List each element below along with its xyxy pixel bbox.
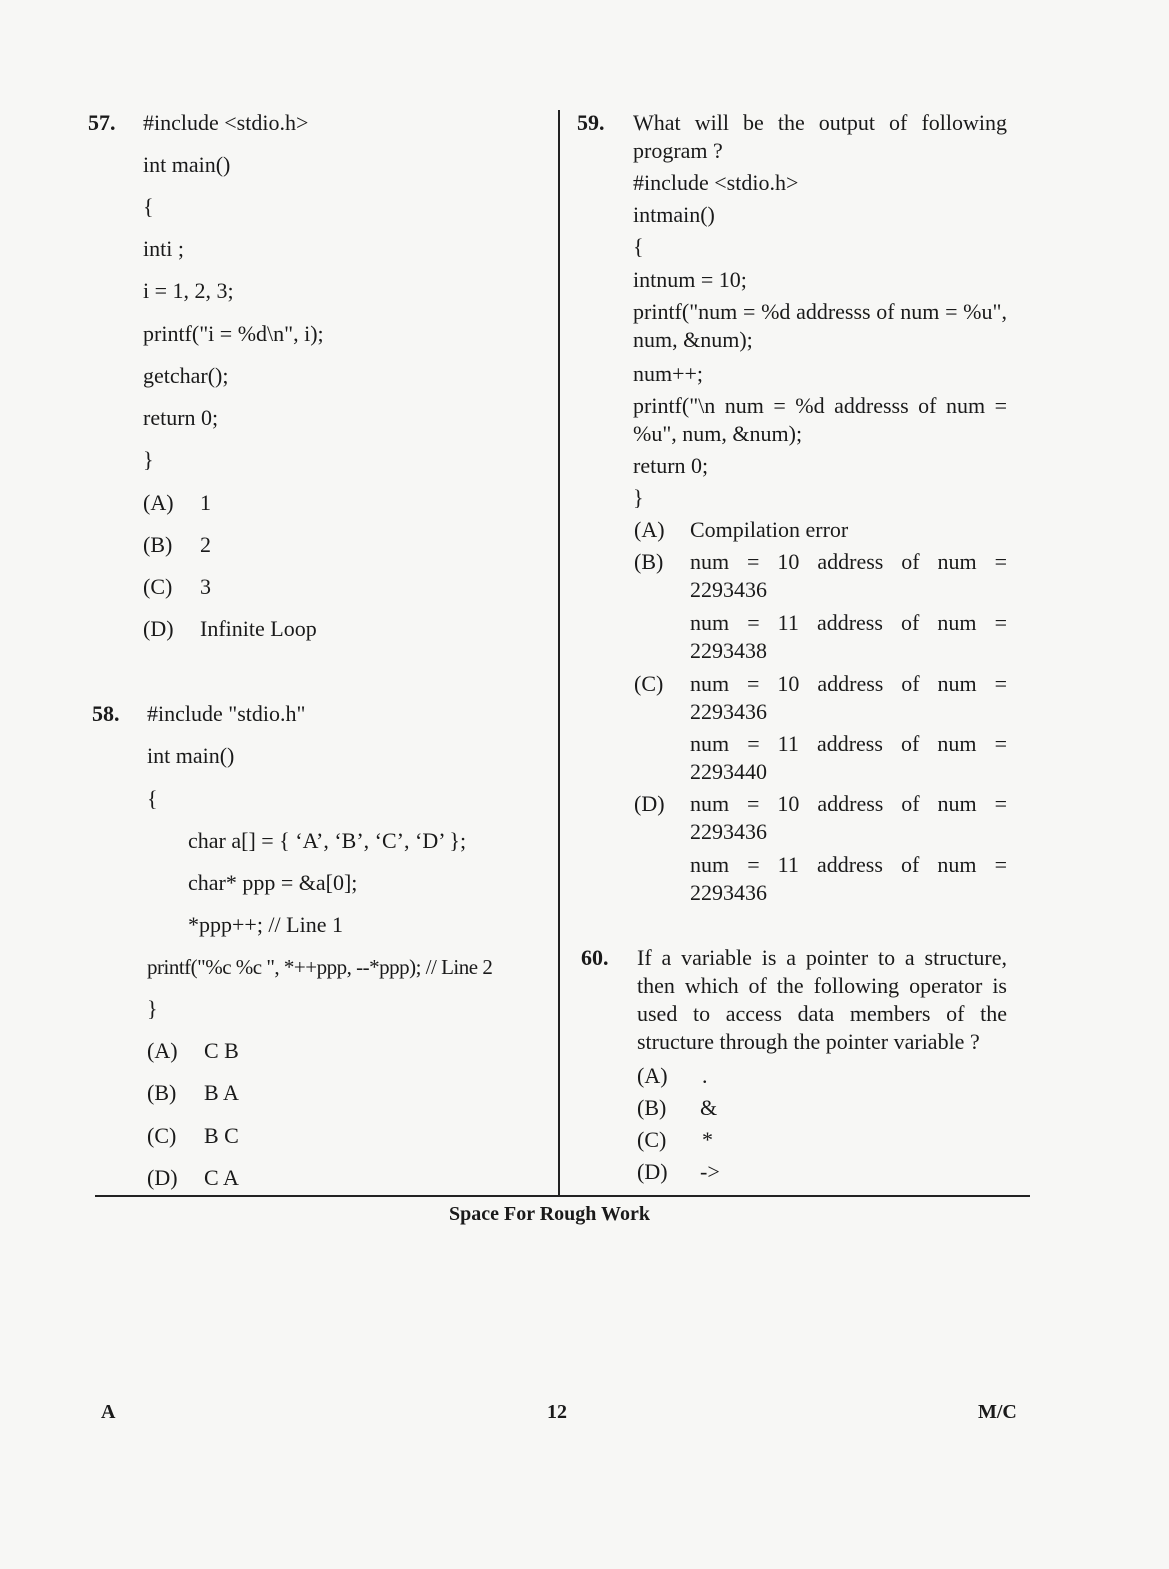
option-text: & <box>700 1095 718 1120</box>
code-line: { <box>633 234 644 259</box>
rough-work-caption: Space For Rough Work <box>449 1203 650 1225</box>
code-line: } <box>633 485 644 510</box>
option-text: num = 11 address of num = 2293436 <box>690 852 1007 905</box>
question-number: 58. <box>92 701 120 726</box>
option-text: C A <box>204 1165 239 1190</box>
option-text: C B <box>204 1038 239 1063</box>
column-divider <box>558 110 560 1195</box>
option-text: num = 11 address of num = 2293440 <box>690 731 1007 784</box>
code-line: int main() <box>147 743 235 768</box>
option-label: (C) <box>143 574 173 599</box>
code-line: printf("%c %c ", *++ppp, --*ppp); // Line 2 <box>147 955 493 979</box>
option-label: (C) <box>637 1127 667 1152</box>
option-text: num = 10 address of num = 2293436 <box>690 791 1007 844</box>
option-label: (A) <box>637 1063 668 1088</box>
subject-code: M/C <box>978 1401 1017 1423</box>
code-line: getchar(); <box>143 363 229 388</box>
option-label: (A) <box>143 490 174 515</box>
option-text: num = 10 address of num = 2293436 <box>690 549 1007 602</box>
option-label: (B) <box>143 532 173 557</box>
question-number: 57. <box>88 110 116 135</box>
code-line: { <box>143 194 154 219</box>
code-line: i = 1, 2, 3; <box>143 278 234 303</box>
series-code: A <box>101 1401 116 1423</box>
option-label: (B) <box>637 1095 667 1120</box>
code-line: return 0; <box>633 453 709 478</box>
option-label: (D) <box>637 1159 668 1184</box>
option-label: (D) <box>147 1165 178 1190</box>
question-number: 60. <box>581 945 609 970</box>
option-text: 2 <box>200 532 211 557</box>
code-line: } <box>147 996 158 1021</box>
code-line: int main() <box>143 152 231 177</box>
code-line: } <box>143 447 154 472</box>
option-label: (D) <box>143 616 174 641</box>
option-text: num = 10 address of num = 2293436 <box>690 671 1007 724</box>
code-line: #include <stdio.h> <box>143 110 309 135</box>
question-text: What will be the output of following program ? <box>633 110 1007 163</box>
option-label: (C) <box>147 1123 177 1148</box>
code-line: #include "stdio.h" <box>147 701 306 726</box>
code-line: return 0; <box>143 405 219 430</box>
code-line: #include <stdio.h> <box>633 170 799 195</box>
code-line: printf("num = %d addresss of num = %u", num, &num); <box>633 299 1007 352</box>
code-line: { <box>147 786 158 811</box>
option-label: (B) <box>147 1080 177 1105</box>
page-number: 12 <box>547 1401 567 1423</box>
code-line: intnum = 10; <box>633 267 747 292</box>
option-text: -> <box>700 1159 720 1184</box>
code-line: intmain() <box>633 202 715 227</box>
option-text: Infinite Loop <box>200 616 317 641</box>
question-text: If a variable is a pointer to a structure, then which of the following operator is used to access data members of the structure through the pointer variable ? <box>637 945 1007 1054</box>
code-line: *ppp++; // Line 1 <box>188 912 343 937</box>
option-text: B A <box>204 1080 239 1105</box>
option-label: (A) <box>634 517 665 542</box>
code-line: char* ppp = &a[0]; <box>188 870 358 895</box>
option-text: 3 <box>200 574 211 599</box>
question-number: 59. <box>577 110 605 135</box>
option-label: (B) <box>634 549 664 574</box>
option-text: Compilation error <box>690 517 849 542</box>
code-line: num++; <box>633 361 704 386</box>
option-text: * <box>702 1127 713 1152</box>
code-line: char a[] = { ‘A’, ‘B’, ‘C’, ‘D’ }; <box>188 828 467 853</box>
option-text: num = 11 address of num = 2293438 <box>690 610 1007 663</box>
option-label: (C) <box>634 671 664 696</box>
code-line: printf("\n num = %d addresss of num = %u", num, &num); <box>633 393 1007 446</box>
code-line: printf("i = %d\n", i); <box>143 321 324 346</box>
option-text: 1 <box>200 490 211 515</box>
option-text: B C <box>204 1123 239 1148</box>
code-line: inti ; <box>143 236 184 261</box>
option-label: (D) <box>634 791 665 816</box>
option-text: . <box>702 1063 708 1088</box>
option-label: (A) <box>147 1038 178 1063</box>
footer-rule <box>95 1195 1030 1197</box>
